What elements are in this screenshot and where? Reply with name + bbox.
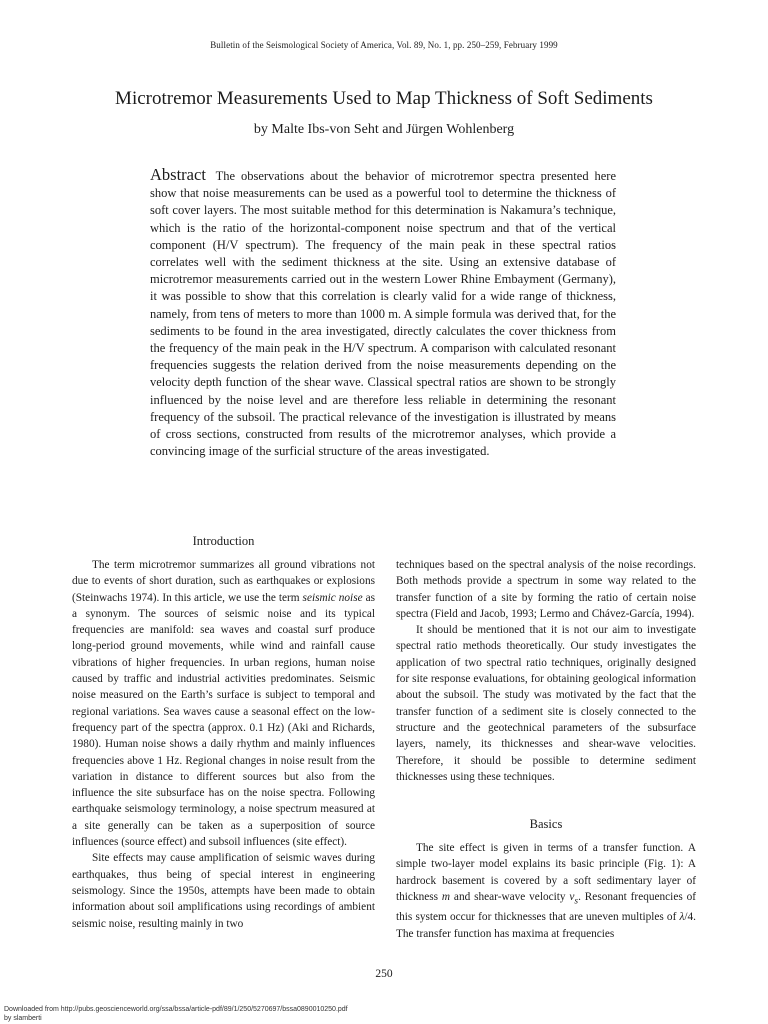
journal-header: Bulletin of the Seismological Society of America, Vol. 89, No. 1, pp. 250–259, February 1999	[210, 40, 558, 50]
section-heading-basics: Basics	[529, 817, 563, 831]
paper-title: Microtremor Measurements Used to Map Thickness of Soft Sediments	[115, 88, 653, 109]
intro-paragraph-continued: techniques based on the spectral analysis of the noise recordings. Both methods provide a spectrum in some way related to the transfer function of a site by forming the ratio of certain noise spectra (Field and Jacob, 1993; Lermo and Chávez-García, 1994).	[396, 559, 696, 620]
page-number: 250	[375, 968, 393, 980]
basics-paragraph-1	[396, 840, 696, 942]
basics-text-b: and shear-wave velocity	[450, 890, 570, 903]
abstract-text: The observations about the behavior of microtremor spectra presented here show that noise measurements can be used as a powerful tool to determine the thickness of soft cover layers. The most suitable method for this determination is Nakamura’s technique, which is the ratio of the horizontal-component noise spectrum and that of the vertical component (H/V spectrum). The frequency of the main peak in these spectral ratios correlates well with the sediment thickness at the site. Using an extensive database of microtremor measurements carried out in the western Lower Rhine Embayment (Germany), it was possible to show that this correlation is clearly valid for a wide range of thickness, namely, from tens of meters to more than 1000 m. A simple formula was derived that, for the sediments to be found in the area investigated, directly calculates the cover thickness from the frequency of the main peak in the H/V spectrum. A comparison with calculated resonant frequencies suggests the relation derived from the noise measurements depending on the velocity depth function of the shear wave. Classical spectral ratios are shown to be strongly influenced by the noise level and are therefore less reliable in determining the resonant frequency of the subsoil. The practical relevance of the investigation is illustrated by means of cross sections, constructed from results of the microtremor analyses, which provide a convincing image of the surficial structure of the areas investigated.	[150, 169, 616, 459]
download-footer	[4, 1005, 764, 1023]
basics-text-c: . Resonant frequencies of this system occur for thicknesses that are uneven multiples of	[396, 890, 696, 924]
abstract-label: Abstract	[150, 165, 206, 184]
intro-p1-after: as a synonym. The sources of seismic noise and its typical frequencies are manifold: sea waves and coastal surf produce long-period ground movements, while wind and rainfall cause vibrations of higher frequencies. In urban regions, human noise caused by traffic and industrial activities predominates. Seismic noise measured on the Earth’s surface is subject to temporal and regional variations. Sea waves cause a seasonal effect on the low-frequency part of the spectra (approx. 0.1 Hz) (Aki and Richards, 1980). Human noise shows a daily rhythm and mainly influences frequencies above 1 Hz. Regional changes in noise result from the variation in distance to different sources but also from the influence the site subsurface has on the noise spectra. Following earthquake seismology terminology, a noise spectrum measured at a site generally can be taken as a superposition of source influences (source effect) and subsoil influences (site effect).	[72, 591, 375, 849]
authors-byline: by Malte Ibs-von Seht and Jürgen Wohlenberg	[253, 122, 515, 137]
basics-var-m: m	[441, 890, 451, 903]
basics-text-a: The site effect is given in terms of a transfer function. A simple two-layer model explains its basic principle (Fig. 1): A hardrock basement is covered by a soft sedimentary layer of thickness	[396, 842, 696, 903]
right-column-bottom	[396, 840, 696, 942]
basics-var-v-subscript: s	[574, 896, 579, 907]
intro-paragraph-2: Site effects may cause amplification of seismic waves during earthquakes, thus being of special interest in engineering seismology. Since the 1950s, attempts have been made to obtain information about soil amplifications using recordings of ambient seismic noise, resulting mainly in two	[72, 852, 375, 930]
intro-p1-italic-term: seismic noise	[302, 591, 363, 604]
intro-paragraph-4: It should be mentioned that it is not our aim to investigate spectral ratio methods theoretically. Our study investigates the application of two spectral ratio techniques, originally designed for site response evaluations, for obtaining geological information about the subsoil. The study was motivated by the fact that the transfer function of a sediment site is closely connected to the structure and the geotechnical parameters of the subsurface layers, namely, its thicknesses and shear-wave velocities. Therefore, it should be possible to determine sediment thicknesses using these techniques.	[396, 624, 696, 783]
intro-p1-before: The term microtremor summarizes all ground vibrations not due to events of short duration, such as earthquakes or explosions (Steinwachs 1974). In this article, we use the term	[72, 559, 375, 604]
basics-var-v: v	[569, 890, 575, 903]
intro-paragraph-1	[72, 557, 375, 850]
download-footer-line-1: Downloaded from http://pubs.geoscienceworld.org/ssa/bssa/article-pdf/89/1/250/5270697/bssa0890010250.pdf	[4, 1006, 348, 1013]
abstract-block	[150, 166, 616, 460]
download-footer-line-2: by slamberti	[4, 1015, 42, 1022]
left-column	[72, 557, 375, 932]
basics-text-d: /4. The transfer function has maxima at frequencies	[396, 911, 696, 940]
right-column-top	[396, 557, 696, 785]
section-heading-introduction: Introduction	[192, 534, 255, 548]
basics-var-lambda: λ	[679, 911, 685, 924]
